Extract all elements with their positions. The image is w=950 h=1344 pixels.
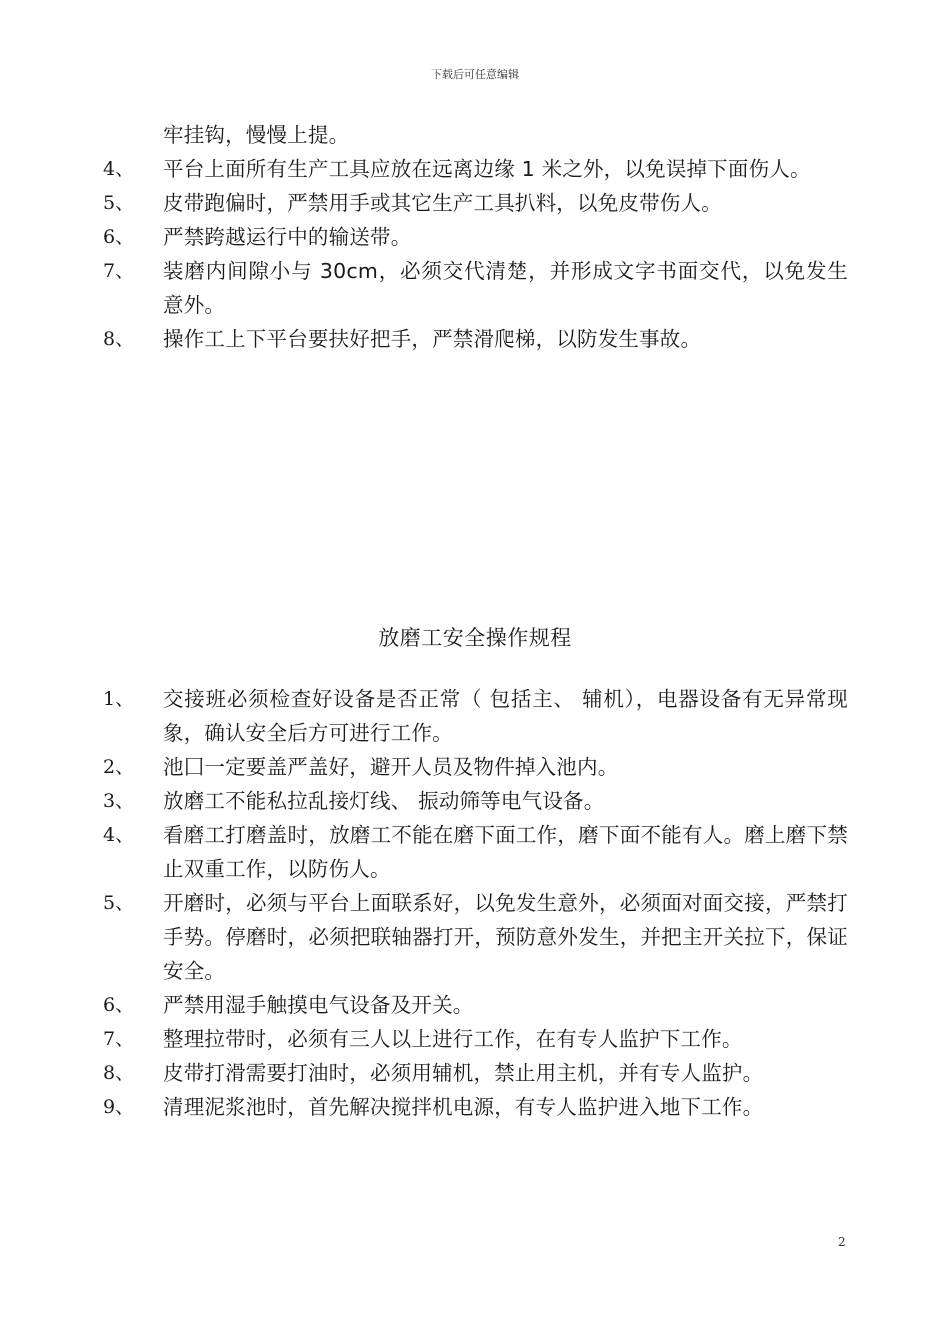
list-item-text: 清理泥浆池时，首先解决搅拌机电源，有专人监护进入地下工作。	[163, 1095, 764, 1119]
list-item	[103, 682, 848, 750]
list-item	[103, 988, 848, 1022]
list-item-text: 交接班必须检查好设备是否正常（ 包括主、 辅机），电器设备有无异常现象，确认安全后方可进行工作。	[163, 687, 848, 745]
page-number: 2	[838, 1235, 846, 1249]
section-title: 放磨工安全操作规程	[378, 626, 572, 650]
list-item	[103, 1090, 848, 1124]
list-item	[103, 1056, 848, 1090]
list-item-number: 1、	[103, 688, 135, 710]
list-item	[103, 886, 848, 988]
list-item-number: 8、	[103, 1062, 135, 1084]
list-item-text: 平台上面所有生产工具应放在远离边缘 1 米之外，以免误掉下面伤人。	[163, 157, 811, 181]
list-item	[103, 750, 848, 784]
list-item-text: 皮带打滑需要打油时，必须用辅机，禁止用主机，并有专人监护。	[163, 1061, 764, 1085]
list-item-number: 4、	[103, 824, 135, 846]
list-item-number: 3、	[103, 790, 135, 812]
list-item-number: 2、	[103, 756, 135, 778]
list-item-text: 整理拉带时，必须有三人以上进行工作，在有专人监护下工作。	[163, 1027, 743, 1051]
list-item-text: 操作工上下平台要扶好把手，严禁滑爬梯，以防发生事故。	[163, 327, 702, 351]
list-item	[103, 220, 848, 254]
list-item-number: 9、	[103, 1096, 135, 1118]
list-item-text: 开磨时，必须与平台上面联系好，以免发生意外，必须面对面交接，严禁打手势。停磨时，必须把联轴器打开，预防意外发生，并把主开关拉下，保证安全。	[163, 891, 848, 983]
list-item-text: 牢挂钩，慢慢上提。	[163, 123, 350, 147]
list-item	[103, 784, 848, 818]
list-item-text: 看磨工打磨盖时，放磨工不能在磨下面工作，磨下面不能有人。磨上磨下禁止双重工作，以防伤人。	[163, 823, 848, 881]
list-item-text: 皮带跑偏时，严禁用手或其它生产工具扒料，以免皮带伤人。	[163, 191, 722, 215]
list-item	[103, 254, 848, 322]
rules-list	[103, 682, 848, 1124]
list-item-text: 装磨内间隙小与 30cm，必须交代清楚，并形成文字书面交代，以免发生意外。	[163, 259, 848, 317]
list-item-number: 7、	[103, 260, 135, 282]
list-item-text: 放磨工不能私拉乱接灯线、 振动筛等电气设备。	[163, 789, 605, 813]
list-item-continuation	[103, 118, 848, 152]
list-item	[103, 818, 848, 886]
list-item-number: 6、	[103, 226, 135, 248]
list-item	[103, 322, 848, 356]
list-item-number: 5、	[103, 892, 135, 914]
list-item	[103, 1022, 848, 1056]
list-item-number: 6、	[103, 994, 135, 1016]
list-item	[103, 152, 848, 186]
list-item-number: 4、	[103, 158, 135, 180]
page-header: 下载后可任意编辑	[431, 68, 519, 81]
list-item-number: 5、	[103, 192, 135, 214]
list-item-number: 8、	[103, 328, 135, 350]
list-item-number: 7、	[103, 1028, 135, 1050]
list-item-text: 池囗一定要盖严盖好，避开人员及物件掉入池内。	[163, 755, 619, 779]
list-item	[103, 186, 848, 220]
list-item-text: 严禁用湿手触摸电气设备及开关。	[163, 993, 474, 1017]
rules-list-continued	[103, 118, 848, 356]
list-item-text: 严禁跨越运行中的输送带。	[163, 225, 412, 249]
